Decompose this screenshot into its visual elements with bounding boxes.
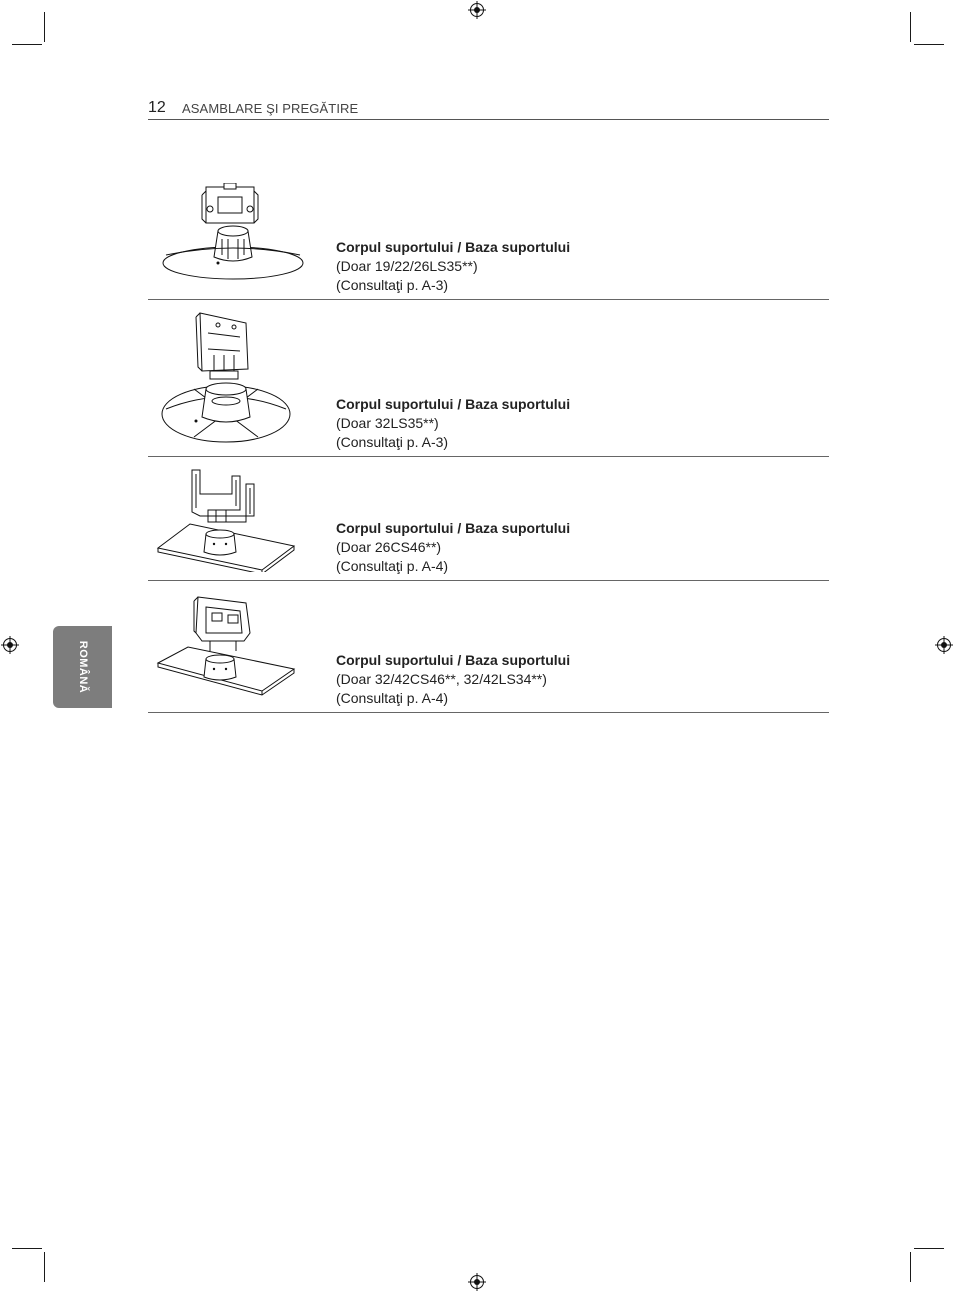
- stand-row-reference: (Consultaţi p. A-4): [336, 690, 449, 706]
- stand-body-base-illustration: [158, 309, 298, 444]
- registration-mark-icon: [468, 1, 486, 19]
- crop-mark: [914, 1248, 944, 1249]
- stand-row-models: (Doar 19/22/26LS35**): [336, 258, 478, 274]
- stand-body-base-illustration: [158, 183, 308, 283]
- stand-row-reference: (Consultaţi p. A-3): [336, 277, 449, 293]
- crop-mark: [910, 1252, 911, 1282]
- row-divider: [148, 299, 829, 300]
- crop-mark: [12, 1248, 42, 1249]
- crop-mark: [44, 1252, 45, 1282]
- stand-row-title: Corpul suportului / Baza suportului: [336, 520, 571, 536]
- crop-mark: [12, 44, 42, 45]
- language-tab: [53, 626, 112, 708]
- stand-row-title: Corpul suportului / Baza suportului: [336, 652, 571, 668]
- crop-mark: [44, 12, 45, 42]
- stand-row-reference: (Consultaţi p. A-3): [336, 434, 449, 450]
- stand-body-base-illustration: [154, 593, 299, 701]
- page-number: 12: [148, 99, 166, 116]
- stand-row-text: [336, 519, 570, 576]
- stand-row-models: (Doar 32/42CS46**, 32/42LS34**): [336, 671, 547, 687]
- stand-row-text: [336, 238, 570, 295]
- registration-mark-icon: [1, 636, 19, 654]
- crop-mark: [914, 44, 944, 45]
- row-divider: [148, 456, 829, 457]
- stand-row-models: (Doar 32LS35**): [336, 415, 439, 431]
- row-divider: [148, 580, 829, 581]
- crop-mark: [910, 12, 911, 42]
- section-title: ASAMBLARE ŞI PREGĂTIRE: [182, 101, 359, 116]
- row-divider: [148, 712, 829, 713]
- stand-body-base-illustration: [154, 464, 299, 572]
- header-divider: [148, 119, 829, 120]
- stand-row-title: Corpul suportului / Baza suportului: [336, 239, 571, 255]
- registration-mark-icon: [468, 1273, 486, 1291]
- stand-row-models: (Doar 26CS46**): [336, 539, 442, 555]
- stand-row-text: [336, 651, 570, 708]
- stand-row-text: [336, 395, 570, 452]
- registration-mark-icon: [935, 636, 953, 654]
- stand-row-reference: (Consultaţi p. A-4): [336, 558, 449, 574]
- stand-row-title: Corpul suportului / Baza suportului: [336, 396, 571, 412]
- language-tab-label: ROMÂNĂ: [76, 640, 89, 694]
